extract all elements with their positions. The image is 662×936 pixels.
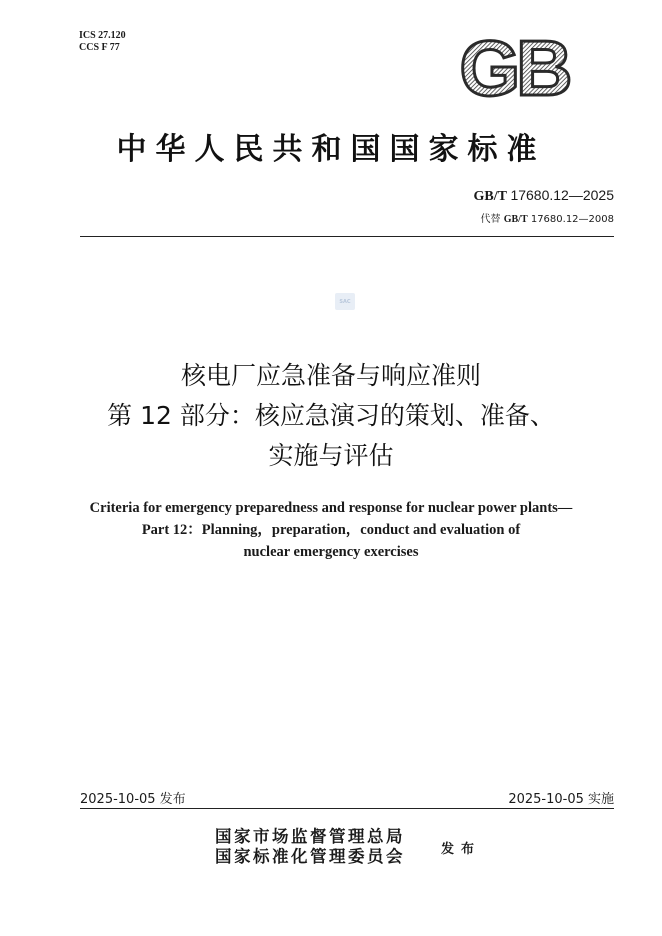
replaces-code: 17680.12—2008 (530, 214, 614, 225)
issue-date: 2025-10-05 发布 (80, 792, 186, 807)
standard-code: 17680.12—2025 (510, 187, 614, 203)
title-en-line-1: Criteria for emergency preparedness and response for nuclear power plants— (89, 500, 573, 516)
title-cn-line-1: 核电厂应急准备与响应准则 (180, 361, 481, 390)
ccs-code: CCS F 77 (79, 42, 120, 53)
sac-watermark: SAC (335, 293, 355, 310)
top-divider (80, 236, 614, 237)
implementation-date: 2025-10-05 实施 (508, 792, 614, 807)
issuer-sac: 国家标准化管理委员会 (215, 847, 405, 866)
document-title-en (0, 497, 662, 563)
document-title-cn (0, 356, 662, 476)
title-cn-line-2: 第 12 部分：核应急演习的策划、准备、 (107, 401, 555, 430)
title-en-line-3: nuclear emergency exercises (243, 544, 419, 560)
logo-text: GB (459, 33, 569, 101)
bottom-divider (80, 808, 614, 809)
ics-code: ICS 27.120 (79, 30, 126, 41)
replaces-label: 代替 (480, 214, 501, 225)
issuer-samr: 国家市场监督管理总局 (215, 827, 405, 846)
title-en-line-2: Part 12：Planning，preparation，conduct and evaluation of (141, 522, 521, 538)
standard-prefix: GB/T (473, 189, 507, 204)
replaces-standard (481, 210, 614, 225)
standard-number (473, 187, 614, 205)
national-standard-title: 中华人民共和国国家标准 (116, 132, 546, 167)
publish-label: 发布 (441, 842, 482, 857)
replaces-prefix: GB/T (503, 214, 528, 225)
classification-codes (79, 30, 126, 54)
title-cn-line-3: 实施与评估 (268, 441, 394, 470)
issuing-authorities (215, 827, 405, 867)
gb-logo (449, 33, 579, 101)
